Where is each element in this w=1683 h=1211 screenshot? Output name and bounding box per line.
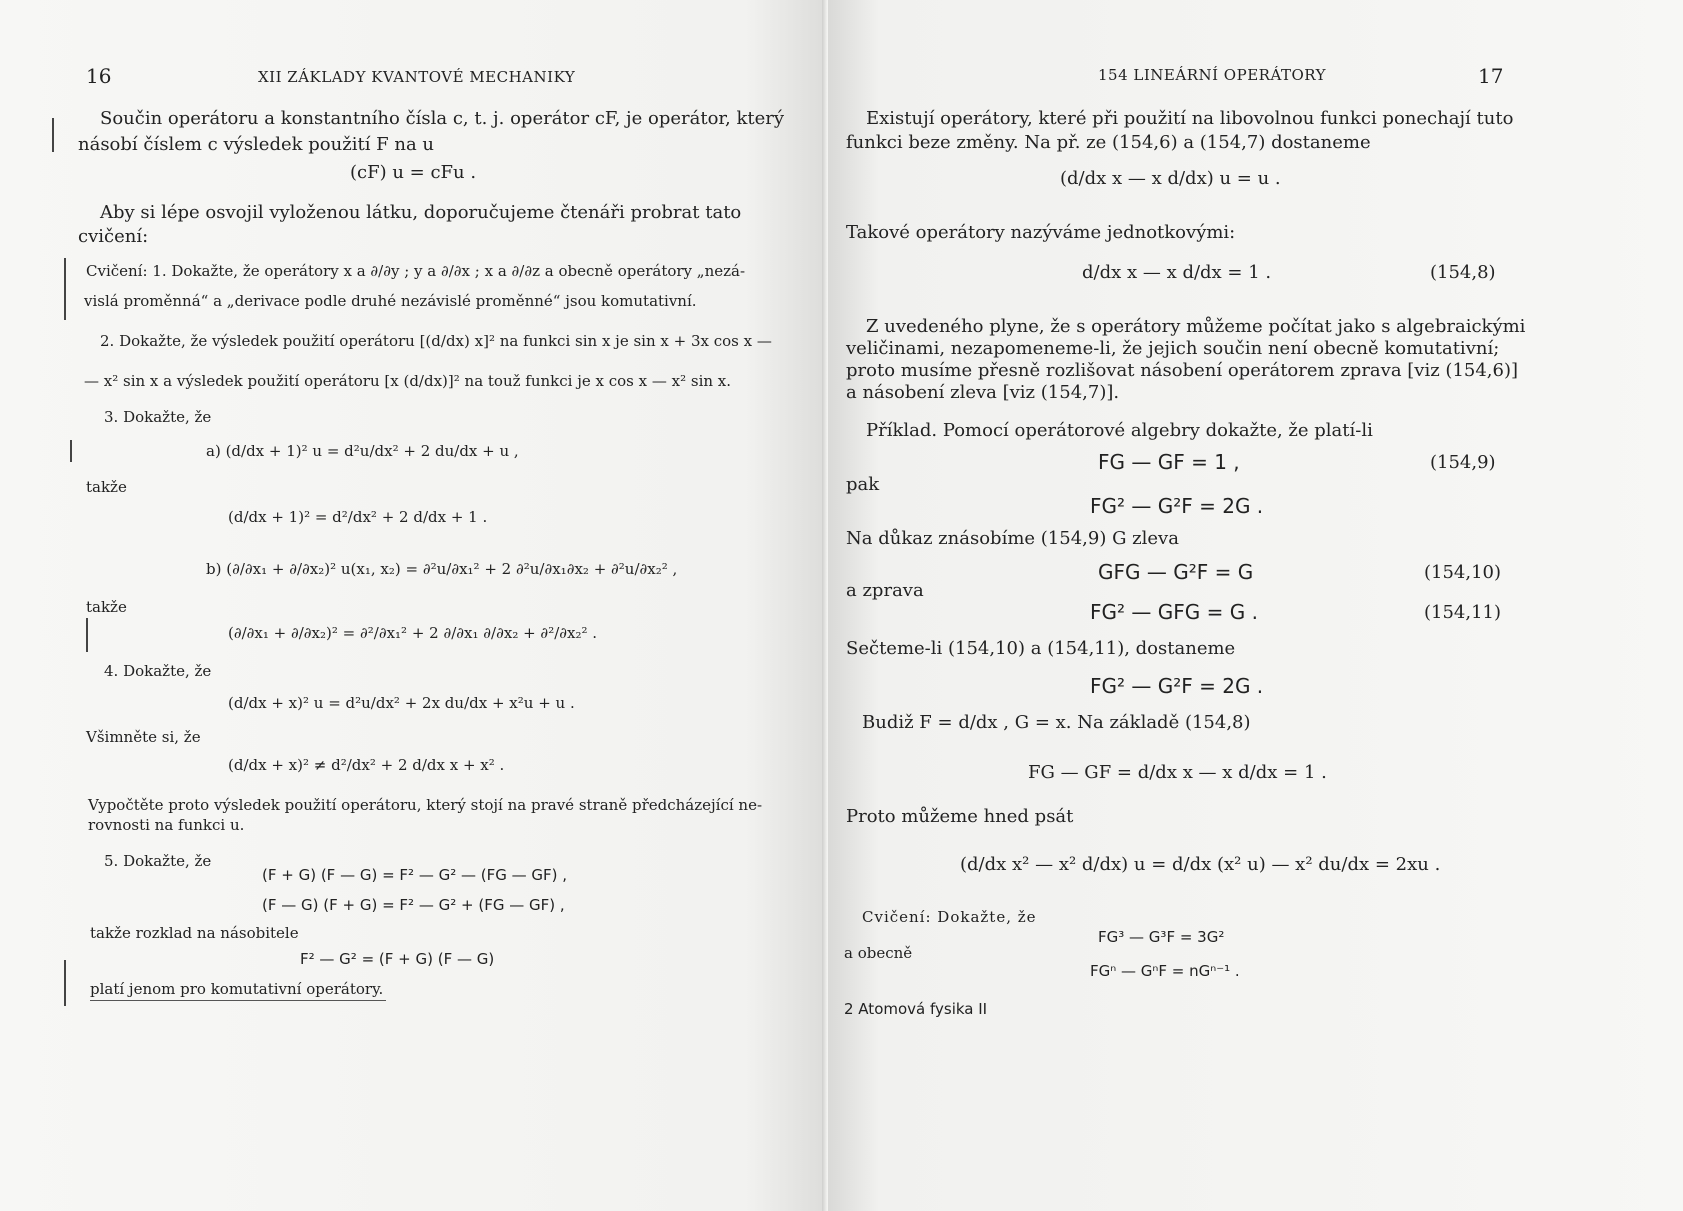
paragraph-line: pak	[846, 474, 880, 495]
paragraph-line: a zprava	[846, 580, 924, 601]
equation: FG² — G²F = 2G .	[1090, 494, 1264, 518]
exercise-line: Všimněte si, že	[86, 728, 201, 746]
equation: (d/dx + x)² u = d²u/dx² + 2x du/dx + x²u + u .	[228, 694, 575, 712]
running-head: XII ZÁKLADY KVANTOVÉ MECHANIKY	[258, 68, 576, 86]
page-number: 16	[86, 64, 112, 88]
equation: b) (∂/∂x₁ + ∂/∂x₂)² u(x₁, x₂) = ∂²u/∂x₁² + 2 ∂²u/∂x₁∂x₂ + ∂²u/∂x₂² ,	[206, 560, 678, 578]
paragraph-line: násobí číslem c výsledek použití F na u	[78, 134, 435, 155]
margin-mark	[64, 258, 66, 320]
exercise-line: rovnosti na funkci u.	[88, 816, 245, 834]
paragraph-line: a obecně	[844, 944, 913, 962]
equation: a) (d/dx + 1)² u = d²u/dx² + 2 du/dx + u ,	[206, 442, 519, 460]
exercise-line: vislá proměnná“ a „derivace podle druhé nezávislé proměnné“ jsou komutativní.	[84, 292, 697, 310]
paragraph-line: Proto můžeme hned psát	[846, 806, 1074, 827]
margin-mark	[64, 960, 66, 1006]
equation: GFG — G²F = G	[1098, 560, 1254, 584]
exercise-line: 2. Dokažte, že výsledek použití operátoru [(d/dx) x]² na funkci sin x je sin x + 3x cos x —	[100, 332, 772, 350]
exercise-line: takže rozklad na násobitele	[90, 924, 299, 942]
exercise-line: platí jenom pro komutativní operátory.	[90, 980, 384, 998]
paragraph-line: Budiž F = d/dx , G = x. Na základě (154,8)	[862, 712, 1251, 733]
paragraph-line: Součin operátoru a konstantního čísla c, t. j. operátor cF, je operátor, který	[100, 108, 785, 129]
equation: FG³ — G³F = 3G²	[1098, 928, 1225, 946]
paragraph-line: funkci beze změny. Na př. ze (154,6) a (154,7) dostaneme	[846, 132, 1371, 153]
paragraph-line: proto musíme přesně rozlišovat násobení operátorem zprava [viz (154,6)]	[846, 360, 1519, 381]
right-page	[828, 0, 1683, 1211]
exercise-line: Vypočtěte proto výsledek použití operátoru, který stojí na pravé straně předcházející ne-	[88, 796, 763, 814]
paragraph-line: Existují operátory, které při použití na libovolnou funkci ponechají tuto	[866, 108, 1514, 129]
equation: FG² — GFG = G .	[1090, 600, 1258, 624]
exercise-line: 4. Dokažte, že	[104, 662, 212, 680]
equation: (cF) u = cFu .	[350, 162, 477, 183]
margin-mark	[70, 440, 72, 462]
equation-label: (154,8)	[1430, 262, 1496, 283]
equation: FG — GF = 1 ,	[1098, 450, 1240, 474]
equation: F² — G² = (F + G) (F — G)	[300, 950, 495, 968]
paragraph-line: Sečteme-li (154,10) a (154,11), dostaneme	[846, 638, 1236, 659]
equation: FGⁿ — GⁿF = nGⁿ⁻¹ .	[1090, 962, 1240, 980]
exercise-line: — x² sin x a výsledek použití operátoru [x (d/dx)]² na touž funkci je x cos x — x² sin x.	[84, 372, 732, 390]
paragraph-line: Cvičení: Dokažte, že	[862, 908, 1037, 926]
paragraph-line: Na důkaz znásobíme (154,9) G zleva	[846, 528, 1179, 549]
paragraph-line: a násobení zleva [viz (154,7)].	[846, 382, 1120, 403]
exercise-line: takže	[86, 478, 127, 496]
margin-mark	[52, 118, 54, 152]
equation: (d/dx x² — x² d/dx) u = d/dx (x² u) — x² du/dx = 2xu .	[960, 854, 1441, 875]
margin-mark	[86, 618, 88, 652]
paragraph-line: Z uvedeného plyne, že s operátory můžeme počítat jako s algebraickými	[866, 316, 1526, 337]
equation-label: (154,11)	[1424, 602, 1502, 623]
paragraph-line: Aby si lépe osvojil vyloženou látku, doporučujeme čtenáři probrat tato	[100, 202, 742, 223]
equation: d/dx x — x d/dx = 1 .	[1082, 262, 1272, 283]
exercise-line: 3. Dokažte, že	[104, 408, 212, 426]
equation: (F — G) (F + G) = F² — G² + (FG — GF) ,	[262, 896, 565, 914]
footer: 2 Atomová fysika II	[844, 1000, 988, 1018]
equation: FG — GF = d/dx x — x d/dx = 1 .	[1028, 762, 1327, 783]
equation: (d/dx + x)² ≠ d²/dx² + 2 d/dx x + x² .	[228, 756, 505, 774]
running-head: 154 LINEÁRNÍ OPERÁTORY	[1098, 66, 1326, 84]
page-number: 17	[1478, 64, 1504, 88]
paragraph-line: cvičení:	[78, 226, 149, 247]
equation: (d/dx + 1)² = d²/dx² + 2 d/dx + 1 .	[228, 508, 488, 526]
paragraph-line: Příklad. Pomocí operátorové algebry dokažte, že platí-li	[866, 420, 1373, 441]
pen-underline	[90, 1000, 386, 1001]
paragraph-line: veličinami, nezapomeneme-li, že jejich součin není obecně komutativní;	[846, 338, 1500, 359]
exercise-line: takže	[86, 598, 127, 616]
equation-label: (154,10)	[1424, 562, 1502, 583]
equation: FG² — G²F = 2G .	[1090, 674, 1264, 698]
equation-label: (154,9)	[1430, 452, 1496, 473]
exercise-line: Cvičení: 1. Dokažte, že operátory x a ∂/∂y ; y a ∂/∂x ; x a ∂/∂z a obecně operátory „nezá-	[86, 262, 746, 280]
equation: (F + G) (F — G) = F² — G² — (FG — GF) ,	[262, 866, 568, 884]
equation: (d/dx x — x d/dx) u = u .	[1060, 168, 1281, 189]
exercise-line: 5. Dokažte, že	[104, 852, 212, 870]
paragraph-line: Takové operátory nazýváme jednotkovými:	[846, 222, 1236, 243]
equation: (∂/∂x₁ + ∂/∂x₂)² = ∂²/∂x₁² + 2 ∂/∂x₁ ∂/∂x₂ + ∂²/∂x₂² .	[228, 624, 598, 642]
left-page	[0, 0, 828, 1211]
